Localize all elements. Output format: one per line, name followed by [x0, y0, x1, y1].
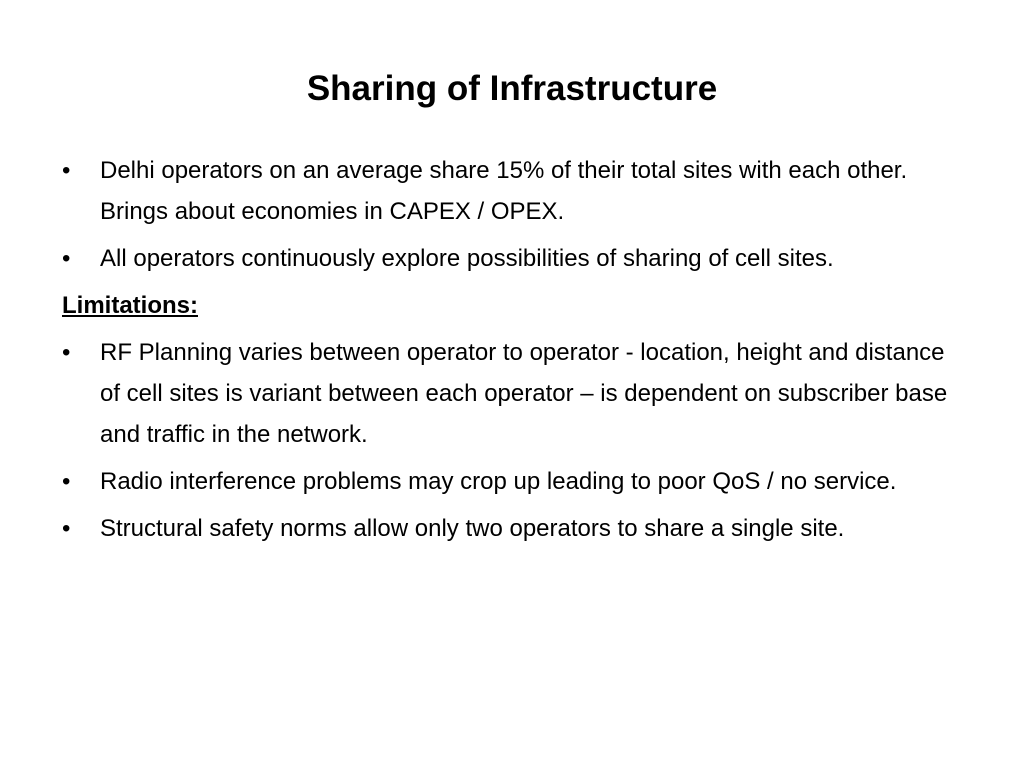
limitations-heading: Limitations:	[62, 292, 198, 319]
bullet-item	[62, 461, 962, 502]
bullet-item	[62, 332, 962, 455]
bullet-text: Radio interference problems may crop up leading to poor QoS / no service.	[100, 468, 897, 495]
bullet-icon: •	[62, 245, 71, 272]
bullet-text: All operators continuously explore possibilities of sharing of cell sites.	[100, 245, 834, 272]
bullet-text: Structural safety norms allow only two operators to share a single site.	[100, 515, 845, 542]
slide-title: Sharing of Infrastructure	[306, 69, 718, 108]
limitations-bullet-list	[62, 332, 962, 549]
bullet-icon: •	[62, 157, 71, 184]
bullet-item	[62, 150, 962, 232]
slide-content	[62, 150, 962, 555]
bullet-text: RF Planning varies between operator to operator - location, height and distance of cell sites is variant between each operator – is dependent on subscriber base and traffic in the network.	[100, 339, 948, 448]
bullet-item	[62, 508, 962, 549]
bullet-text: Delhi operators on an average share 15% of their total sites with each other. Brings about economies in CAPEX / OPEX.	[100, 157, 908, 225]
bullet-icon: •	[62, 468, 71, 495]
bullet-icon: •	[62, 515, 71, 542]
bullet-item	[62, 238, 962, 279]
intro-bullet-list	[62, 150, 962, 279]
bullet-icon: •	[62, 339, 71, 366]
